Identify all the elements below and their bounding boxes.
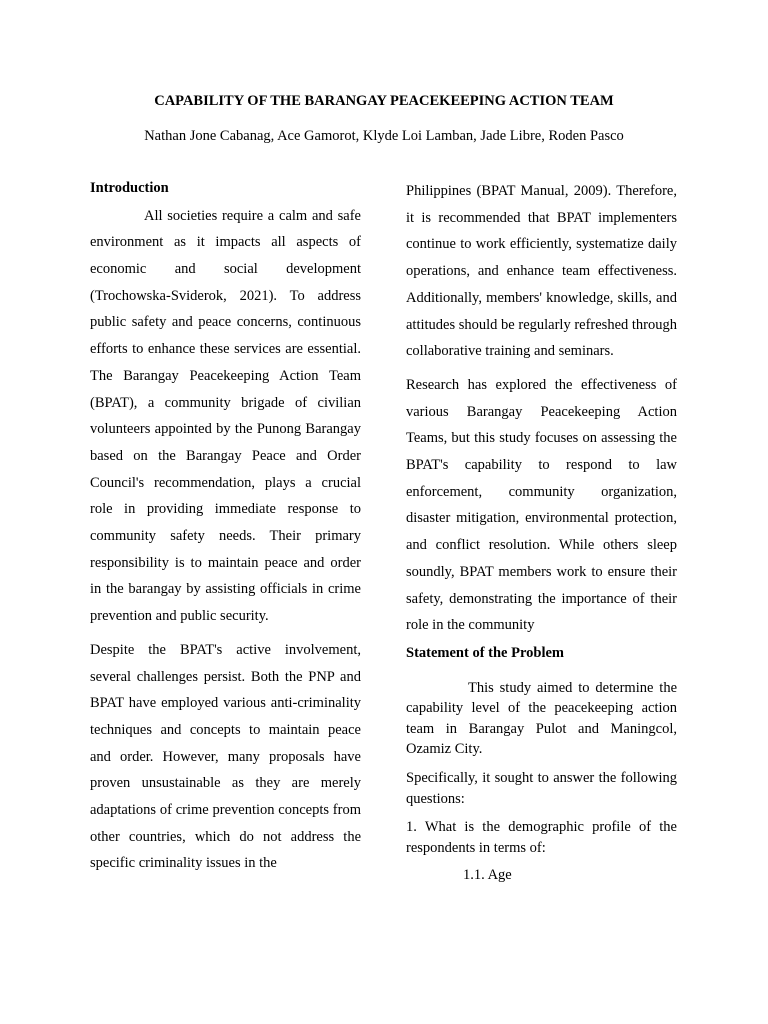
question-1-1: 1.1. Age — [463, 867, 512, 884]
problem-paragraph: This study aimed to determine the capability level of the peacekeeping action team in Barangay Pulot and Maningcol, Ozamiz City. — [406, 679, 677, 758]
paper-title: CAPABILITY OF THE BARANGAY PEACEKEEPING ACTION TEAM — [154, 93, 614, 109]
intro-paragraph-3: Philippines (BPAT Manual, 2009). Therefore, it is recommended that BPAT implementers continue to work efficiently, systematize daily operations, and enhance team effectiveness. Additionally, members' knowledge, skills, and attitudes should be regularly refreshed through collaborative training and seminars. — [406, 183, 677, 360]
right-column — [406, 178, 677, 886]
statement-of-problem-heading: Statement of the Problem — [406, 644, 564, 661]
intro-paragraph-2: Despite the BPAT's active involvement, several challenges persist. Both the PNP and BPAT have employed various anti-criminality techniques and concepts to maintain peace and order. However, many proposals have proven unsustainable as they are merely adaptations of crime prevention concepts from other countries, which do not address the specific criminality issues in the — [90, 641, 361, 872]
specific-questions-intro: Specifically, it sought to answer the following questions: — [406, 769, 677, 807]
left-column — [90, 178, 361, 877]
introduction-heading: Introduction — [90, 180, 169, 196]
question-1: 1. What is the demographic profile of the respondents in terms of: — [406, 819, 677, 856]
author-list: Nathan Jone Cabanag, Ace Gamorot, Klyde Loi Lamban, Jade Libre, Roden Pasco — [144, 128, 624, 144]
intro-paragraph-1: All societies require a calm and safe environment as it impacts all aspects of economic and social development (Trochowska-Sviderok, 2021). To address public safety and peace concerns, continuous efforts to enhance these services are essential. The Barangay Peacekeeping Action Team (BPAT), a community brigade of civilian volunteers appointed by the Punong Barangay based on the Barangay Peace and Order Council's recommendation, plays a crucial role in providing immediate response to community safety needs. Their primary responsibility is to maintain peace and order in the barangay by assisting officials in crime prevention and public security. — [90, 207, 361, 625]
intro-paragraph-4: Research has explored the effectiveness of various Barangay Peacekeeping Action Teams, but this study focuses on assessing the BPAT's capability to respond to law enforcement, community organization, disaster mitigation, environmental protection, and conflict resolution. While others sleep soundly, BPAT members work to ensure their safety, demonstrating the importance of their role in the community — [406, 376, 677, 634]
